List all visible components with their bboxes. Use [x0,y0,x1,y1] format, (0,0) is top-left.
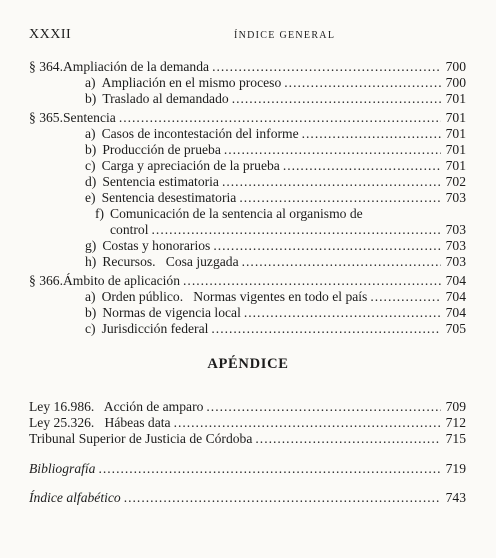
page-ref: 703 [445,254,466,269]
appendix-entry [0,398,496,415]
item-text: Normas de vigencia local [102,305,241,320]
page-ref: 704 [445,273,466,288]
toc-item [0,253,496,270]
section-title: Sentencia [62,110,116,125]
dot-leader [224,141,441,158]
dot-leader [284,74,441,91]
toc-item [0,157,496,174]
toc-item [0,189,496,206]
bibliography-entry [0,460,496,477]
section-364 [0,58,496,75]
appendix-entry [0,414,496,431]
dot-leader [302,125,441,142]
page-ref: 701 [445,91,466,106]
item-text: control [110,222,149,237]
toc-item [0,304,496,321]
dot-leader [174,414,441,431]
section-365 [0,109,496,126]
dot-leader [124,489,441,506]
page-header [29,27,469,47]
item-label: a) [85,289,96,304]
item-text: Comunicación de la sentencia al organismo de [110,206,363,221]
item-text: Casos de incontestación del informe [101,126,299,141]
dot-leader [242,253,441,270]
appendix-title: APÉNDICE [207,356,289,372]
section-title: Ampliación de la demanda [62,59,210,74]
toc-item [0,90,496,107]
toc-item [0,237,496,254]
section-number: § 365. [29,110,63,125]
dot-leader [98,460,441,477]
page-ref: 705 [445,321,466,336]
section-366 [0,272,496,289]
item-label: b) [85,305,97,320]
entry-text: Índice alfabético [29,490,121,505]
appendix-entry [0,430,496,447]
page-ref: 701 [445,142,466,157]
page-ref: 700 [445,75,466,90]
item-text: Jurisdicción federal [101,321,209,336]
item-label: b) [85,142,97,157]
item-text: Orden público. Normas vigentes en todo el país [101,289,368,304]
page-ref: 701 [445,158,466,173]
page-ref: 712 [445,415,466,430]
running-title: ÍNDICE GENERAL [234,30,336,41]
page-ref: 703 [445,238,466,253]
dot-leader [206,398,441,415]
item-label: c) [85,321,96,336]
entry-text: Ley 16.986. Acción de amparo [29,399,204,414]
page-ref: 719 [445,461,466,476]
page-number: XXXII [29,27,72,42]
entry-text: Ley 25.326. Hábeas data [29,415,171,430]
page-ref: 701 [445,126,466,141]
toc-item [0,125,496,142]
item-text: Traslado al demandado [102,91,229,106]
page-ref: 700 [445,59,466,74]
page-ref: 702 [445,174,466,189]
dot-leader [183,272,441,289]
dot-leader [119,109,441,126]
item-label: b) [85,91,97,106]
index-entry [0,489,496,506]
dot-leader [244,304,441,321]
page-ref: 743 [445,490,466,505]
item-label: e) [85,190,96,205]
dot-leader [213,237,441,254]
entry-text: Bibliografía [29,461,96,476]
item-label: g) [85,238,97,253]
toc-item [0,173,496,190]
item-text: Sentencia desestimatoria [101,190,237,205]
section-number: § 364. [29,59,63,74]
item-label: a) [85,126,96,141]
toc-item-continuation [0,221,496,238]
section-number: § 366. [29,273,63,288]
dot-leader [239,189,441,206]
item-text: Producción de prueba [102,142,221,157]
toc-item [0,320,496,337]
toc-item [0,205,496,222]
toc-item [0,288,496,305]
item-text: Carga y apreciación de la prueba [101,158,280,173]
page-ref: 704 [445,289,466,304]
item-text: Sentencia estimatoria [102,174,219,189]
item-label: d) [85,174,97,189]
dot-leader [232,90,441,107]
dot-leader [222,173,441,190]
toc-item [0,74,496,91]
item-label: h) [85,254,97,269]
page-ref: 715 [445,431,466,446]
page-ref: 709 [445,399,466,414]
dot-leader [255,430,441,447]
item-label: c) [85,158,96,173]
item-text: Costas y honorarios [102,238,211,253]
item-label: f) [94,206,104,221]
dot-leader [211,320,441,337]
toc-item [0,141,496,158]
entry-text: Tribunal Superior de Justicia de Córdoba [29,431,253,446]
dot-leader [212,58,441,75]
page-ref: 701 [445,110,466,125]
dot-leader [152,221,441,238]
page-ref: 703 [445,190,466,205]
dot-leader [370,288,441,305]
page-ref: 704 [445,305,466,320]
page-ref: 703 [445,222,466,237]
item-label: a) [85,75,96,90]
item-text: Recursos. Cosa juzgada [102,254,239,269]
item-text: Ampliación en el mismo proceso [101,75,282,90]
section-title: Ámbito de aplicación [62,273,181,288]
dot-leader [283,157,441,174]
